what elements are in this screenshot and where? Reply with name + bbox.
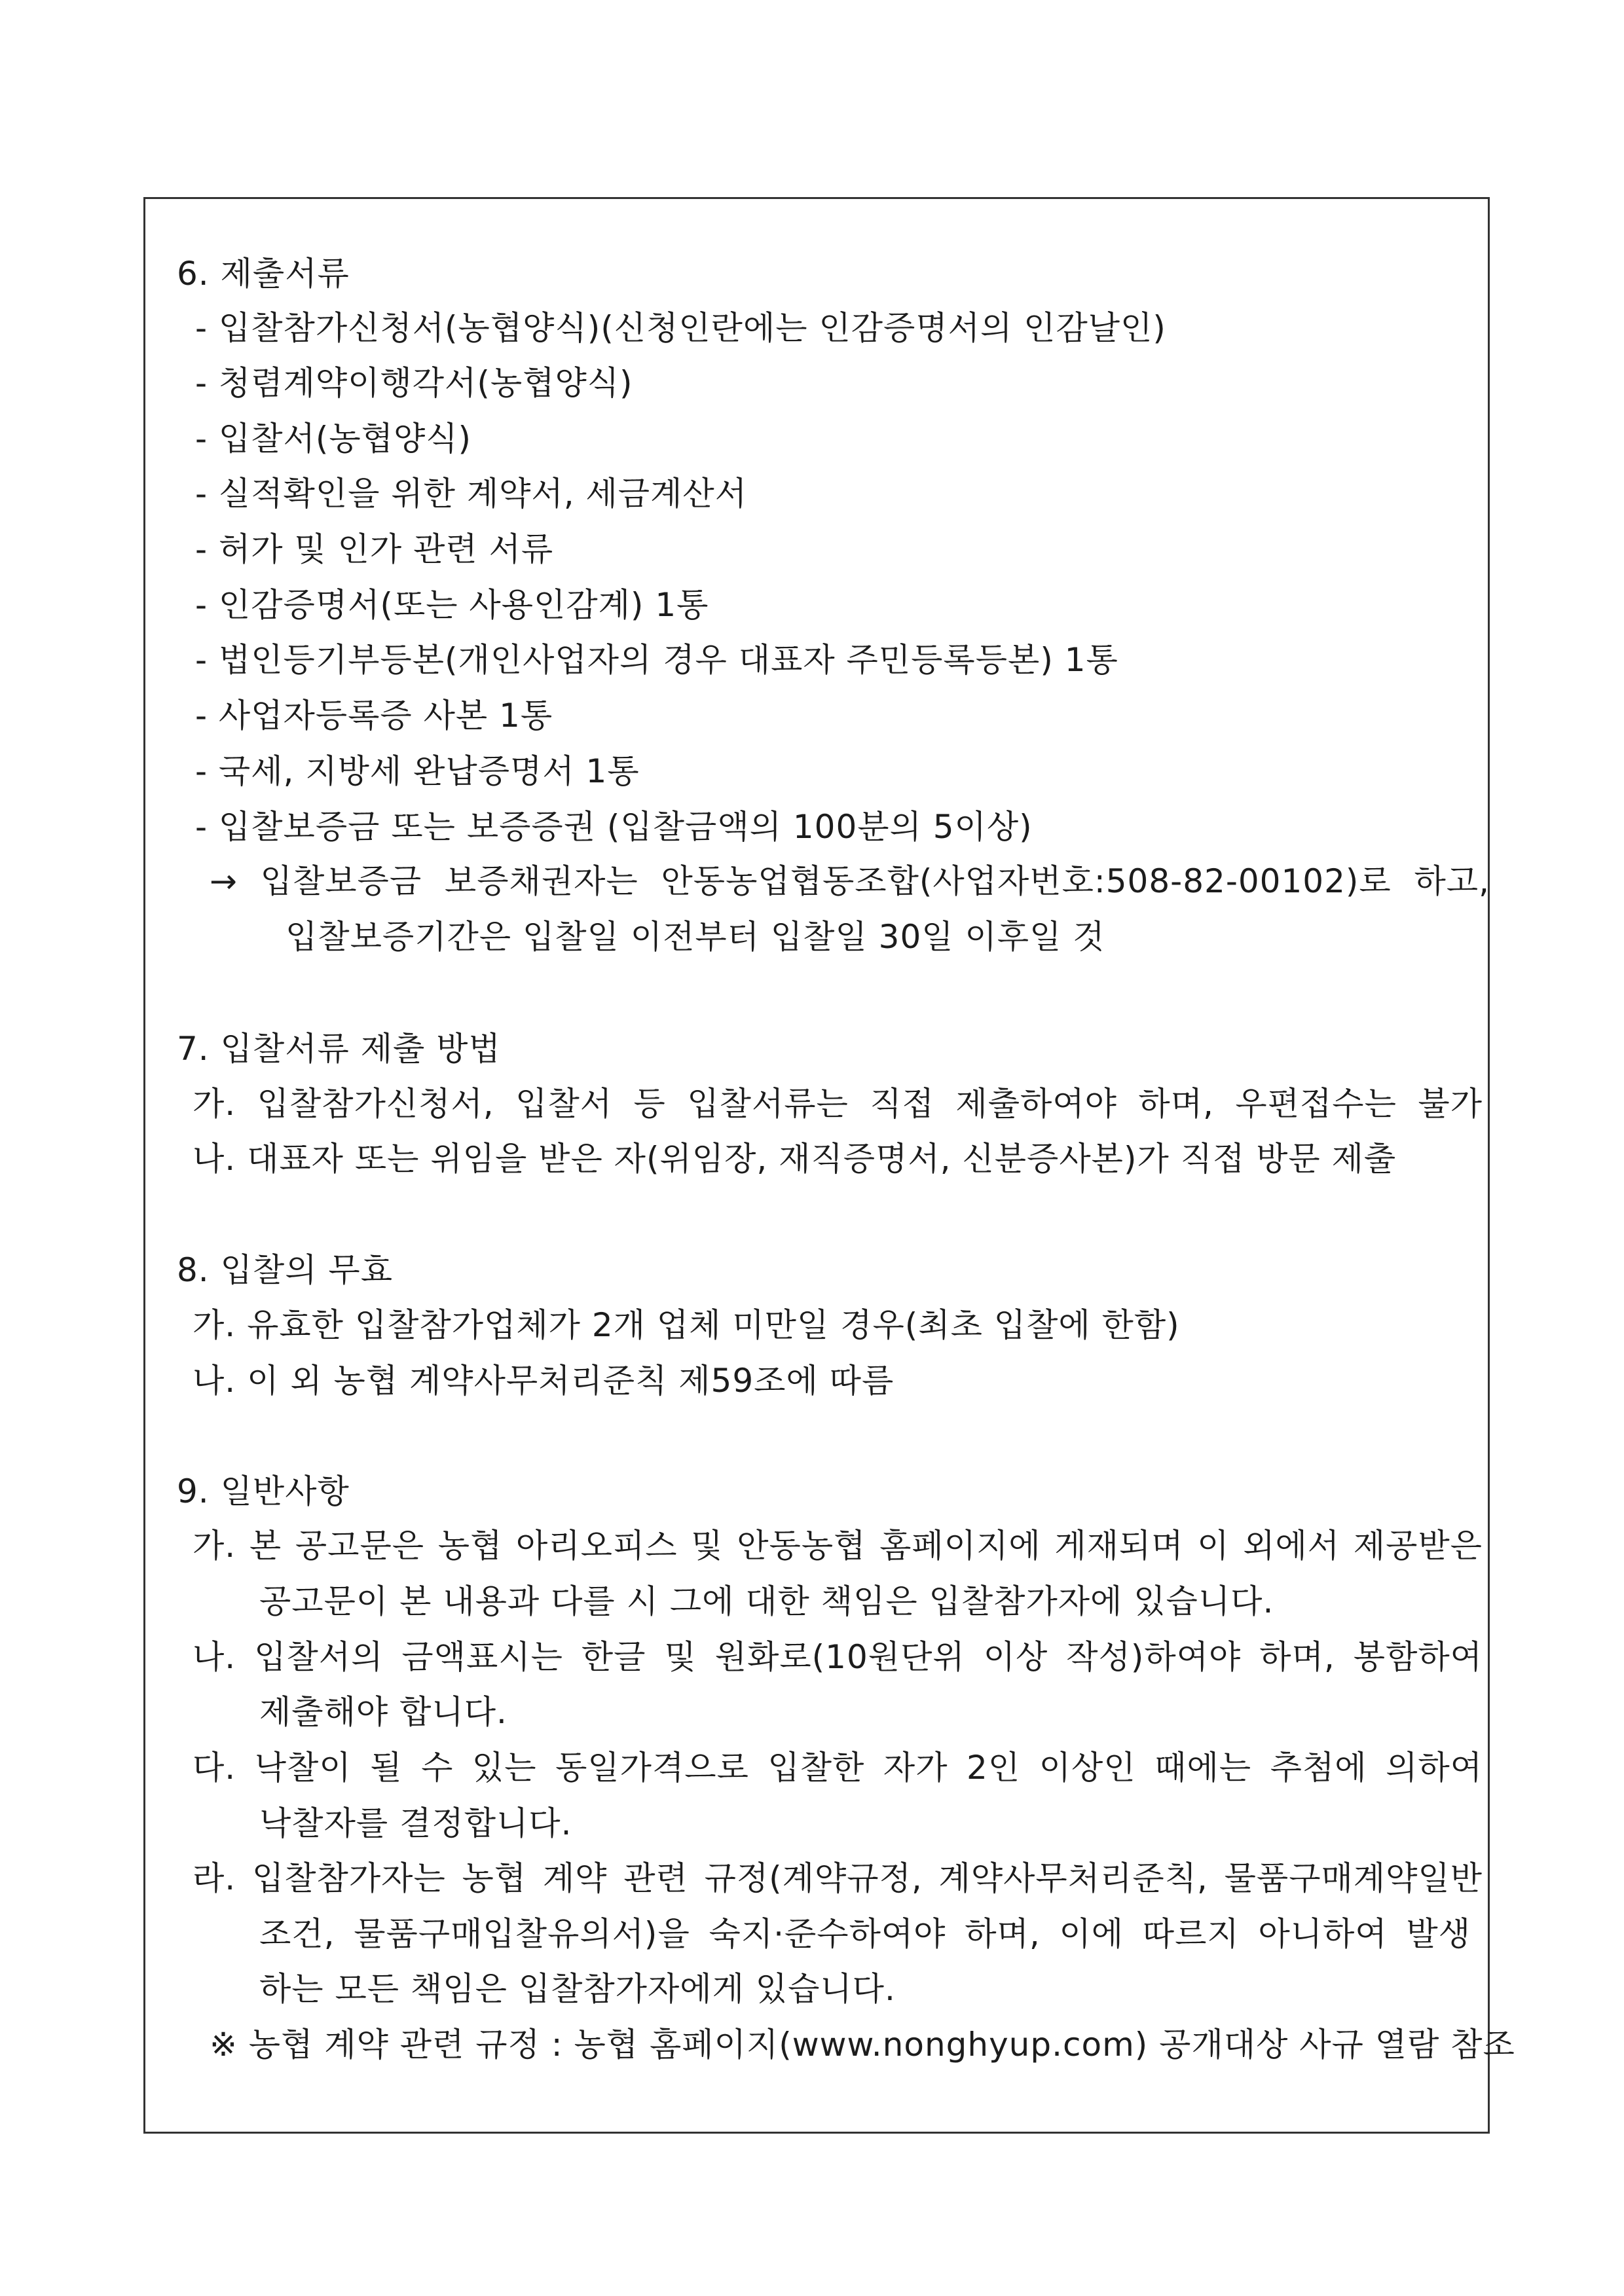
section-8-heading: 8. 입찰의 무효 <box>177 1251 393 1289</box>
list-item-continuation: 하는 모든 책임은 입찰참가자에게 있습니다. <box>259 1970 896 2008</box>
list-item-continuation: 조건, 물품구매입찰유의서)을 숙지·준수하여야 하며, 이에 따르지 아니하여 발생 <box>259 1915 1471 1953</box>
list-item: - 입찰참가신청서(농협양식)(신청인란에는 인감증명서의 인감날인) <box>195 309 1166 347</box>
list-item: 나. 이 외 농협 계약사무처리준칙 제59조에 따름 <box>193 1362 895 1400</box>
arrow-note: → 입찰보증금 보증채권자는 안동농업협동조합(사업자번호:508-82-00102)로 하고, <box>210 862 1490 900</box>
section-7-heading: 7. 입찰서류 제출 방법 <box>177 1030 501 1068</box>
list-item: - 실적확인을 위한 계약서, 세금계산서 <box>195 475 748 513</box>
list-item: 가. 본 공고문은 농협 아리오피스 및 안동농협 홈페이지에 게재되며 이 외에서 제공받은 <box>193 1527 1483 1565</box>
list-item: - 법인등기부등본(개인사업자의 경우 대표자 주민등록등본) 1통 <box>195 641 1118 679</box>
section-9-heading: 9. 일반사항 <box>177 1472 350 1510</box>
list-item: - 청렴계약이행각서(농협양식) <box>195 364 633 402</box>
section-6-heading: 6. 제출서류 <box>177 255 350 293</box>
list-item: 가. 유효한 입찰참가업체가 2개 업체 미만일 경우(최초 입찰에 한함) <box>193 1306 1180 1344</box>
list-item: 나. 대표자 또는 위임을 받은 자(위임장, 재직증명서, 신분증사본)가 직접 방문 제출 <box>193 1140 1397 1178</box>
list-item: 가. 입찰참가신청서, 입찰서 등 입찰서류는 직접 제출하여야 하며, 우편접수는 불가 <box>193 1085 1483 1123</box>
reference-note: ※ 농협 계약 관련 규정 : 농협 홈페이지(www.nonghyup.com) 공개대상 사규 열람 참조 <box>210 2026 1515 2064</box>
list-item: - 사업자등록증 사본 1통 <box>195 697 553 735</box>
list-item: - 입찰보증금 또는 보증증권 (입찰금액의 100분의 5이상) <box>195 808 1033 846</box>
list-item-continuation: 제출해야 합니다. <box>259 1693 507 1731</box>
list-item: - 허가 및 인가 관련 서류 <box>195 530 554 568</box>
list-item: - 입찰서(농협양식) <box>195 420 472 458</box>
list-item-continuation: 낙찰자를 결정합니다. <box>259 1804 572 1842</box>
list-item: 나. 입찰서의 금액표시는 한글 및 원화로(10원단위 이상 작성)하여야 하며, 봉함하여 <box>193 1638 1483 1676</box>
list-item: 다. 낙찰이 될 수 있는 동일가격으로 입찰한 자가 2인 이상인 때에는 추첨에 의하여 <box>193 1749 1483 1787</box>
list-item: - 인감증명서(또는 사용인감계) 1통 <box>195 586 709 624</box>
list-item: 라. 입찰참가자는 농협 계약 관련 규정(계약규정, 계약사무처리준칙, 물품구매계약일반 <box>193 1859 1483 1897</box>
arrow-note-continuation: 입찰보증기간은 입찰일 이전부터 입찰일 30일 이후일 것 <box>286 918 1105 956</box>
list-item-continuation: 공고문이 본 내용과 다를 시 그에 대한 책임은 입찰참가자에 있습니다. <box>259 1582 1274 1620</box>
list-item: - 국세, 지방세 완납증명서 1통 <box>195 752 640 790</box>
